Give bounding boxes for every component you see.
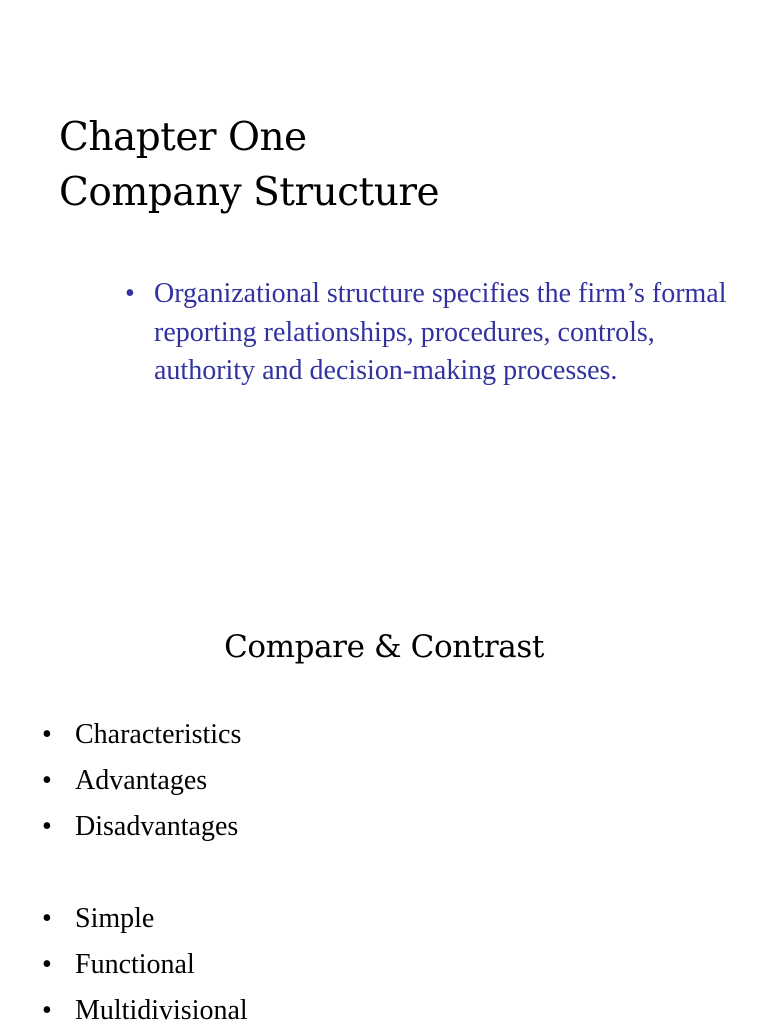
bullet-icon: • (42, 765, 52, 796)
bullet-icon: • (42, 949, 52, 980)
title-line-chapter: Chapter One (59, 115, 307, 160)
aspects-list (42, 712, 742, 850)
bullet-icon: • (42, 995, 52, 1026)
list-item-label: Multidivisional (75, 995, 248, 1026)
list-item (42, 988, 742, 1034)
list-item-label: Advantages (75, 765, 208, 796)
list-item (42, 712, 742, 758)
list-item-label: Characteristics (75, 719, 242, 750)
list-item-label: Simple (75, 903, 155, 934)
structures-list (42, 896, 742, 1034)
bullet-icon: • (42, 903, 52, 934)
bullet-icon: • (42, 719, 52, 750)
bullet-icon: • (42, 811, 52, 842)
list-item (42, 804, 742, 850)
list-item-label: Functional (75, 949, 195, 980)
intro-text: Organizational structure specifies the firm’s formal reporting relationships, procedures, controls, authority and decision-making processes. (154, 278, 727, 386)
list-item (42, 896, 742, 942)
intro-list (125, 275, 755, 391)
list-item (42, 942, 742, 988)
bullet-icon: • (125, 278, 135, 309)
page-title (59, 110, 439, 220)
list-item (42, 758, 742, 804)
title-line-subject: Company Structure (59, 170, 440, 215)
list-item-label: Disadvantages (75, 811, 239, 842)
intro-item (125, 275, 755, 391)
section-heading: Compare & Contrast (224, 629, 544, 665)
